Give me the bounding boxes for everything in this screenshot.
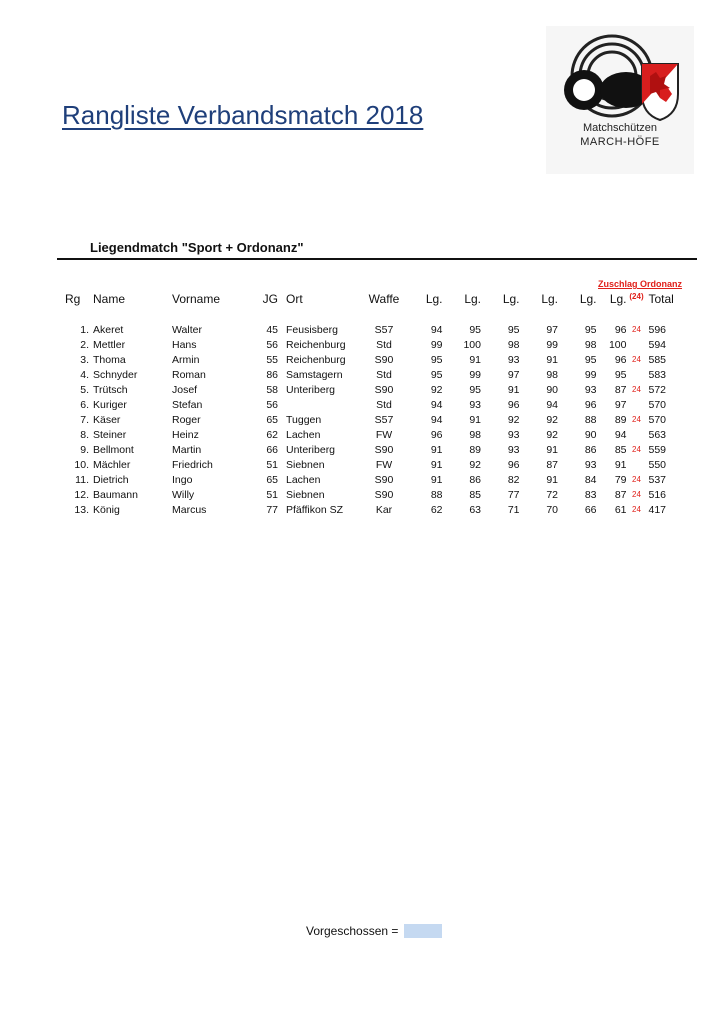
lg1-cell: 62: [430, 503, 443, 516]
logo-text-line2: MARCH-HÖFE: [580, 136, 660, 148]
waffe-cell: S90: [374, 353, 394, 366]
lg3-cell: 93: [507, 443, 520, 456]
ort-cell: Siebnen: [286, 488, 325, 501]
lg1-cell: 91: [430, 473, 443, 486]
rank-cell: 4.: [80, 368, 89, 381]
lg5-cell: 66: [584, 503, 597, 516]
table-row: [62, 337, 679, 352]
total-cell: 417: [648, 503, 667, 516]
lg4-cell: 87: [546, 458, 558, 471]
lg1-cell: 94: [430, 323, 443, 336]
waffe-cell: S90: [374, 473, 394, 486]
jg-cell: 65: [266, 473, 278, 486]
rank-cell: 8.: [80, 428, 89, 441]
lg2-cell: 93: [469, 398, 481, 411]
name-cell: König: [93, 503, 120, 516]
jg-cell: 55: [266, 353, 278, 366]
rank-cell: 13.: [74, 503, 89, 516]
lg2-cell: 91: [469, 353, 481, 366]
lg6-cell: 91: [614, 458, 627, 471]
table-row: [62, 352, 679, 367]
vorname-cell: Heinz: [172, 428, 199, 441]
jg-cell: 45: [266, 323, 278, 336]
col-rg: Rg: [65, 292, 81, 306]
col-lg6: Lg.: [609, 292, 627, 306]
total-cell: 559: [648, 443, 667, 456]
logo-text-line1: Matchschützen: [583, 122, 657, 134]
col-waffe: Waffe: [368, 292, 400, 306]
club-logo: [546, 26, 694, 174]
total-cell: 516: [648, 488, 667, 501]
ort-cell: Tuggen: [286, 413, 322, 426]
vorname-cell: Willy: [172, 488, 195, 501]
zuschlag-cell: 24: [632, 475, 641, 484]
lg1-cell: 95: [430, 368, 443, 381]
rank-cell: 7.: [80, 413, 89, 426]
name-cell: Baumann: [93, 488, 138, 501]
lg4-cell: 91: [546, 443, 558, 456]
lg3-cell: 93: [507, 353, 520, 366]
jg-cell: 58: [266, 383, 278, 396]
ort-cell: Unteriberg: [286, 383, 336, 396]
vorname-cell: Stefan: [172, 398, 203, 411]
jg-cell: 77: [266, 503, 278, 516]
lg5-cell: 90: [584, 428, 597, 441]
zuschlag-cell: 24: [632, 325, 641, 334]
lg2-cell: 100: [463, 338, 481, 351]
col-lg4: Lg.: [541, 292, 558, 306]
waffe-cell: Std: [376, 338, 392, 351]
lg2-cell: 99: [469, 368, 481, 381]
lg3-cell: 77: [507, 488, 520, 501]
ort-cell: Unteriberg: [286, 443, 336, 456]
lg5-cell: 95: [584, 353, 597, 366]
total-cell: 583: [648, 368, 667, 381]
col-lg1: Lg.: [425, 292, 443, 306]
lg1-cell: 92: [430, 383, 443, 396]
lg4-cell: 72: [546, 488, 558, 501]
lg6-cell: 79: [614, 473, 627, 486]
vorgeschossen-field[interactable]: [404, 924, 442, 938]
vorname-cell: Hans: [172, 338, 197, 351]
lg5-cell: 84: [584, 473, 597, 486]
jg-cell: 66: [266, 443, 278, 456]
vorname-cell: Friedrich: [172, 458, 213, 471]
lg2-cell: 91: [469, 413, 481, 426]
waffe-cell: S90: [374, 383, 394, 396]
zuschlag-cell: [627, 337, 647, 352]
waffe-cell: S57: [374, 323, 394, 336]
table-row: [62, 502, 679, 517]
lg6-cell: 87: [614, 383, 627, 396]
lg6-cell: 94: [614, 428, 627, 441]
rank-cell: 9.: [80, 443, 89, 456]
rank-cell: 12.: [74, 488, 89, 501]
vorname-cell: Marcus: [172, 503, 207, 516]
zuschlag-cell: 24: [632, 490, 641, 499]
jg-cell: 86: [266, 368, 278, 381]
table-header-row: [62, 292, 679, 308]
table-row: [62, 397, 679, 412]
ort-cell: [286, 397, 364, 412]
lg1-cell: 94: [430, 398, 443, 411]
ort-cell: Samstagern: [286, 368, 343, 381]
table-row: [62, 412, 679, 427]
table-row: [62, 442, 679, 457]
lg1-cell: 88: [430, 488, 443, 501]
lg4-cell: 98: [546, 368, 558, 381]
lg5-cell: 96: [584, 398, 597, 411]
total-cell: 550: [648, 458, 667, 471]
lg6-cell: 100: [608, 338, 627, 351]
lg3-cell: 82: [507, 473, 520, 486]
lg5-cell: 83: [584, 488, 597, 501]
name-cell: Dietrich: [93, 473, 129, 486]
lg3-cell: 96: [507, 398, 520, 411]
waffe-cell: Kar: [375, 503, 393, 516]
rank-cell: 6.: [80, 398, 89, 411]
rank-cell: 11.: [75, 473, 89, 486]
zuschlag-cell: [627, 427, 647, 442]
total-cell: 570: [648, 398, 667, 411]
table-row: [62, 367, 679, 382]
zuschlag-cell: [627, 367, 647, 382]
name-cell: Kuriger: [93, 398, 127, 411]
waffe-cell: FW: [375, 428, 393, 441]
lg4-cell: 92: [546, 413, 558, 426]
zuschlag-cell: 24: [632, 385, 641, 394]
vorname-cell: Martin: [172, 443, 202, 456]
col-name: Name: [93, 292, 126, 306]
vorname-cell: Walter: [172, 323, 202, 336]
lg6-cell: 85: [614, 443, 627, 456]
total-cell: 594: [648, 338, 667, 351]
ort-cell: Reichenburg: [286, 338, 346, 351]
col-total: Total: [648, 292, 674, 306]
lg1-cell: 99: [430, 338, 443, 351]
rank-cell: 10.: [74, 458, 89, 471]
ort-cell: Lachen: [286, 473, 321, 486]
lg6-cell: 61: [614, 503, 627, 516]
rank-cell: 1.: [80, 323, 89, 336]
lg3-cell: 93: [507, 428, 520, 441]
zuschlag-cell: [627, 457, 647, 472]
lg1-cell: 95: [430, 353, 443, 366]
lg5-cell: 95: [584, 323, 597, 336]
waffe-cell: Std: [376, 368, 392, 381]
lg6-cell: 96: [614, 353, 627, 366]
rank-cell: 2.: [80, 338, 89, 351]
rank-cell: 3.: [80, 353, 89, 366]
col-vorname: Vorname: [172, 292, 221, 306]
col-jg: JG: [262, 292, 278, 306]
total-cell: 596: [648, 323, 667, 336]
page-title: Rangliste Verbandsmatch 2018: [62, 100, 424, 130]
ort-cell: Siebnen: [286, 458, 325, 471]
waffe-cell: Std: [376, 398, 392, 411]
jg-cell: 65: [266, 413, 278, 426]
name-cell: Mettler: [93, 338, 126, 351]
total-cell: 572: [648, 383, 667, 396]
lg5-cell: 98: [584, 338, 597, 351]
ranking-table: [62, 292, 679, 517]
zuschlag-cell: 24: [632, 415, 641, 424]
lg5-cell: 99: [584, 368, 597, 381]
subtitle-rule: [57, 258, 697, 260]
lg3-cell: 92: [507, 413, 520, 426]
lg4-cell: 97: [546, 323, 558, 336]
waffe-cell: S90: [374, 443, 394, 456]
lg3-cell: 96: [507, 458, 520, 471]
lg3-cell: 95: [507, 323, 520, 336]
table-row: [62, 487, 679, 502]
lg3-cell: 98: [507, 338, 520, 351]
zuschlag-cell: 24: [632, 505, 641, 514]
waffe-cell: S90: [374, 488, 394, 501]
lg2-cell: 89: [469, 443, 481, 456]
lg6-cell: 97: [614, 398, 627, 411]
lg6-cell: 95: [614, 368, 627, 381]
jg-cell: 56: [266, 338, 278, 351]
section-subtitle: Liegendmatch "Sport + Ordonanz": [90, 240, 304, 255]
table-row: [62, 322, 679, 337]
zuschlag-ordonanz-label: Zuschlag Ordonanz: [598, 279, 683, 289]
zuschlag-cell: 24: [632, 445, 641, 454]
lg6-cell: 87: [614, 488, 627, 501]
col-lg2: Lg.: [464, 292, 481, 306]
zuschlag-cell: [627, 397, 647, 412]
col-lg5: Lg.: [579, 292, 597, 306]
lg5-cell: 93: [584, 383, 597, 396]
ort-cell: Reichenburg: [286, 353, 346, 366]
name-cell: Steiner: [93, 428, 127, 441]
ort-cell: Pfäffikon SZ: [286, 503, 344, 516]
name-cell: Akeret: [93, 323, 124, 336]
lg2-cell: 92: [469, 458, 481, 471]
jg-cell: 51: [266, 458, 278, 471]
lg3-cell: 97: [507, 368, 520, 381]
lg4-cell: 92: [546, 428, 558, 441]
ort-cell: Lachen: [286, 428, 321, 441]
name-cell: Käser: [93, 413, 121, 426]
name-cell: Bellmont: [93, 443, 134, 456]
total-cell: 585: [648, 353, 667, 366]
jg-cell: 51: [266, 488, 278, 501]
vorname-cell: Josef: [172, 383, 198, 396]
vorname-cell: Roman: [172, 368, 206, 381]
table-row: [62, 457, 679, 472]
lg6-cell: 96: [614, 323, 627, 336]
vorname-cell: Ingo: [172, 473, 193, 486]
lg1-cell: 94: [430, 413, 443, 426]
name-cell: Trütsch: [93, 383, 128, 396]
total-cell: 537: [648, 473, 667, 486]
total-cell: 570: [648, 413, 667, 426]
lg4-cell: 99: [546, 338, 558, 351]
lg5-cell: 88: [584, 413, 597, 426]
lg4-cell: 91: [546, 473, 558, 486]
lg2-cell: 95: [469, 323, 481, 336]
col-zuschlag: (24): [629, 292, 644, 301]
lg2-cell: 63: [469, 503, 481, 516]
table-row: [62, 472, 679, 487]
lg4-cell: 94: [546, 398, 558, 411]
lg1-cell: 91: [430, 443, 443, 456]
zuschlag-cell: 24: [632, 355, 641, 364]
name-cell: Thoma: [93, 353, 126, 366]
vorname-cell: Roger: [172, 413, 201, 426]
col-ort: Ort: [286, 292, 303, 306]
lg1-cell: 96: [430, 428, 443, 441]
lg2-cell: 95: [469, 383, 481, 396]
lg6-cell: 89: [614, 413, 627, 426]
lg3-cell: 91: [507, 383, 520, 396]
col-lg3: Lg.: [502, 292, 520, 306]
lg4-cell: 70: [546, 503, 558, 516]
vorgeschossen-label: Vorgeschossen =: [306, 924, 399, 938]
vorname-cell: Armin: [172, 353, 200, 366]
lg5-cell: 93: [584, 458, 597, 471]
lg4-cell: 91: [546, 353, 558, 366]
table-row: [62, 427, 679, 442]
ort-cell: Feusisberg: [286, 323, 338, 336]
lg3-cell: 71: [507, 503, 520, 516]
jg-cell: 62: [266, 428, 278, 441]
lg5-cell: 86: [584, 443, 597, 456]
target-shield-icon: [554, 34, 686, 124]
waffe-cell: FW: [375, 458, 393, 471]
total-cell: 563: [648, 428, 667, 441]
name-cell: Mächler: [93, 458, 131, 471]
lg4-cell: 90: [546, 383, 558, 396]
table-row: [62, 382, 679, 397]
waffe-cell: S57: [374, 413, 394, 426]
lg2-cell: 86: [469, 473, 481, 486]
jg-cell: 56: [266, 398, 278, 411]
name-cell: Schnyder: [93, 368, 138, 381]
lg2-cell: 98: [469, 428, 481, 441]
rank-cell: 5.: [80, 383, 89, 396]
lg1-cell: 91: [430, 458, 443, 471]
lg2-cell: 85: [469, 488, 481, 501]
